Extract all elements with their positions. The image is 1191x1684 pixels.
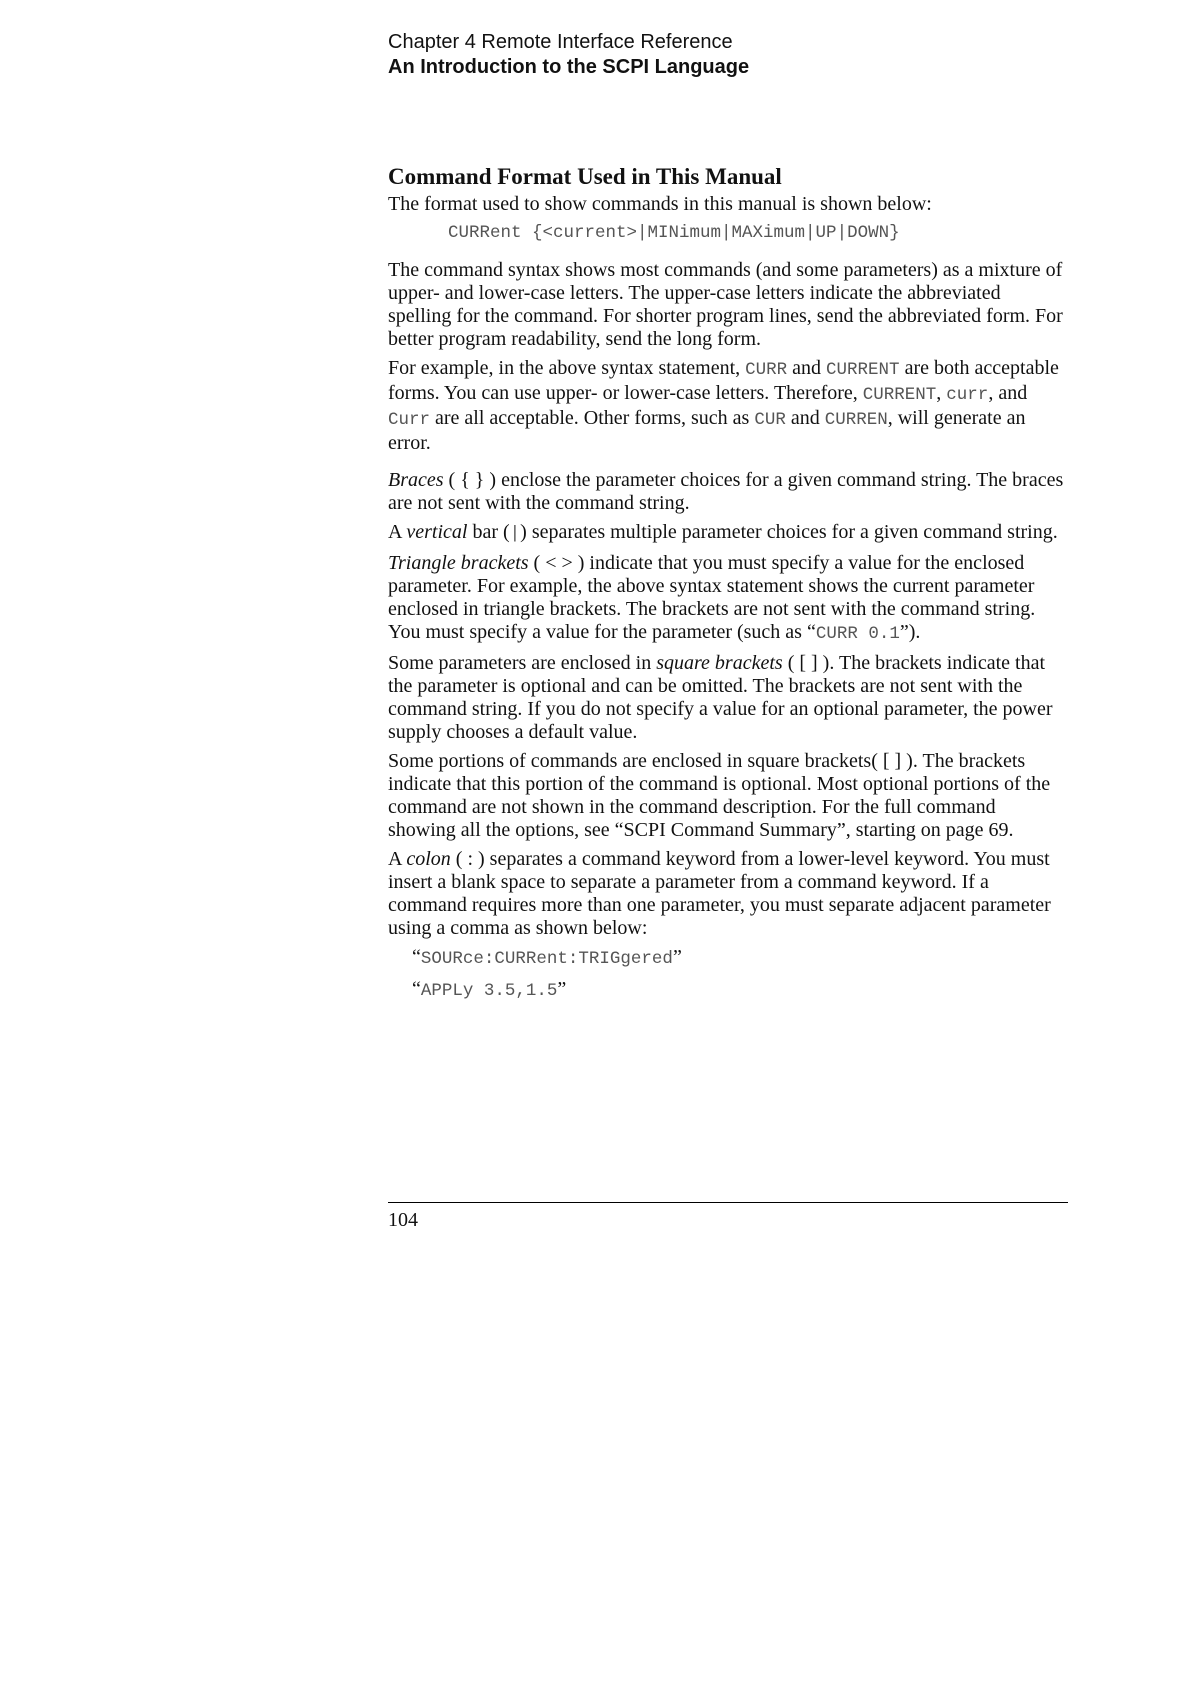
example-command: [412, 978, 1068, 1003]
page-number: 104: [388, 1209, 418, 1231]
text: For example, in the above syntax statement,: [388, 357, 746, 379]
chapter-title: Chapter 4 Remote Interface Reference: [388, 31, 733, 53]
code-snippet: CURR 0.1: [815, 624, 900, 644]
code-snippet: CURR: [745, 360, 788, 380]
intro-paragraph: The format used to show commands in this manual is shown below:: [388, 193, 932, 215]
text: A: [388, 848, 407, 870]
example-command: [412, 946, 1068, 971]
text: ,: [936, 382, 947, 404]
text: A: [388, 521, 407, 543]
braces-paragraph: [388, 469, 1068, 515]
text: are all acceptable. Other forms, such as: [430, 407, 755, 429]
close-quote: ”: [557, 978, 567, 1000]
text: ( { } ) enclose the parameter choices for a given command string. The braces are not sent with the command string.: [388, 469, 1064, 514]
text: ( < > ) indicate that you must specify a value for the enclosed parameter. For example, the above syntax statement shows the current parameter enclosed in triangle brackets. The brackets are not sent with the command string. You must specify a value for the parameter (such as “: [388, 552, 1036, 643]
code-snippet: curr: [946, 385, 989, 405]
text: ( : ) separates a command keyword from a lower-level keyword. You must insert a blank space to separate a parameter from a command keyword. If a command requires more than one parameter, you must separate adjacent parameter using a comma as shown below:: [388, 848, 1051, 939]
text: , will generate an error.: [388, 407, 1026, 454]
code-snippet: |: [509, 524, 521, 544]
square-brackets-paragraph: [388, 652, 1068, 744]
section-heading: Command Format Used in This Manual: [388, 164, 782, 189]
triangle-brackets-paragraph: [388, 552, 1068, 646]
term: Triangle brackets: [388, 552, 529, 574]
code-snippet: Curr: [388, 410, 431, 430]
vertical-bar-paragraph: [388, 521, 1068, 546]
main-content: [388, 163, 1068, 1010]
text: Some parameters are enclosed in: [388, 652, 657, 674]
term: colon: [406, 848, 451, 870]
code-snippet: CURRENT: [826, 360, 900, 380]
section-title: An Introduction to the SCPI Language: [388, 56, 750, 78]
running-header: [388, 30, 749, 80]
code-snippet: CURRENT: [862, 385, 937, 405]
term: square brackets: [656, 652, 783, 674]
text: are both acceptable forms. You can use upper- or lower-case letters. Therefore,: [388, 357, 1059, 404]
text: ”).: [899, 621, 921, 643]
syntax-paragraph: The command syntax shows most commands (and some parameters) as a mixture of upper- and lower-case letters. The upper-case letters indicate the abbreviated spelling for the command. For shorter program lines, send the abbreviated form. For better program readability, send the long form.: [388, 259, 1063, 350]
code-snippet: CUR: [754, 410, 786, 430]
text: and: [785, 407, 825, 429]
code-snippet: CURREN: [824, 410, 888, 430]
command-syntax: CURRent {<current>|MINimum|MAXimum|UP|DOWN}: [448, 223, 900, 243]
code-snippet: APPLy 3.5,1.5: [420, 981, 558, 1001]
text: , and: [988, 382, 1028, 404]
term: vertical: [406, 521, 468, 543]
code-snippet: SOURce:CURRent:TRIGgered: [420, 949, 673, 969]
optional-portions-paragraph: Some portions of commands are enclosed in square brackets( [ ] ). The brackets indicate that this portion of the command is optional. Most optional portions of the command are not shown in the command description. For the full command showing all the options, see “SCPI Command Summary”, starting on page 69.: [388, 750, 1051, 841]
close-quote: ”: [672, 946, 682, 968]
text: and: [787, 357, 827, 379]
term: Braces: [388, 469, 444, 491]
open-quote: “: [412, 978, 421, 1000]
footer-rule: [388, 1202, 1068, 1203]
open-quote: “: [412, 946, 421, 968]
text: ) separates multiple parameter choices for a given command string.: [520, 521, 1058, 543]
text: bar (: [467, 521, 510, 543]
text: ( [ ] ). The brackets indicate that the parameter is optional and can be omitted. The brackets are not sent with the command string. If you do not specify a value for an optional parameter, the power supply chooses a default value.: [388, 652, 1053, 743]
colon-paragraph: [388, 848, 1068, 940]
example-paragraph: [388, 357, 1068, 455]
